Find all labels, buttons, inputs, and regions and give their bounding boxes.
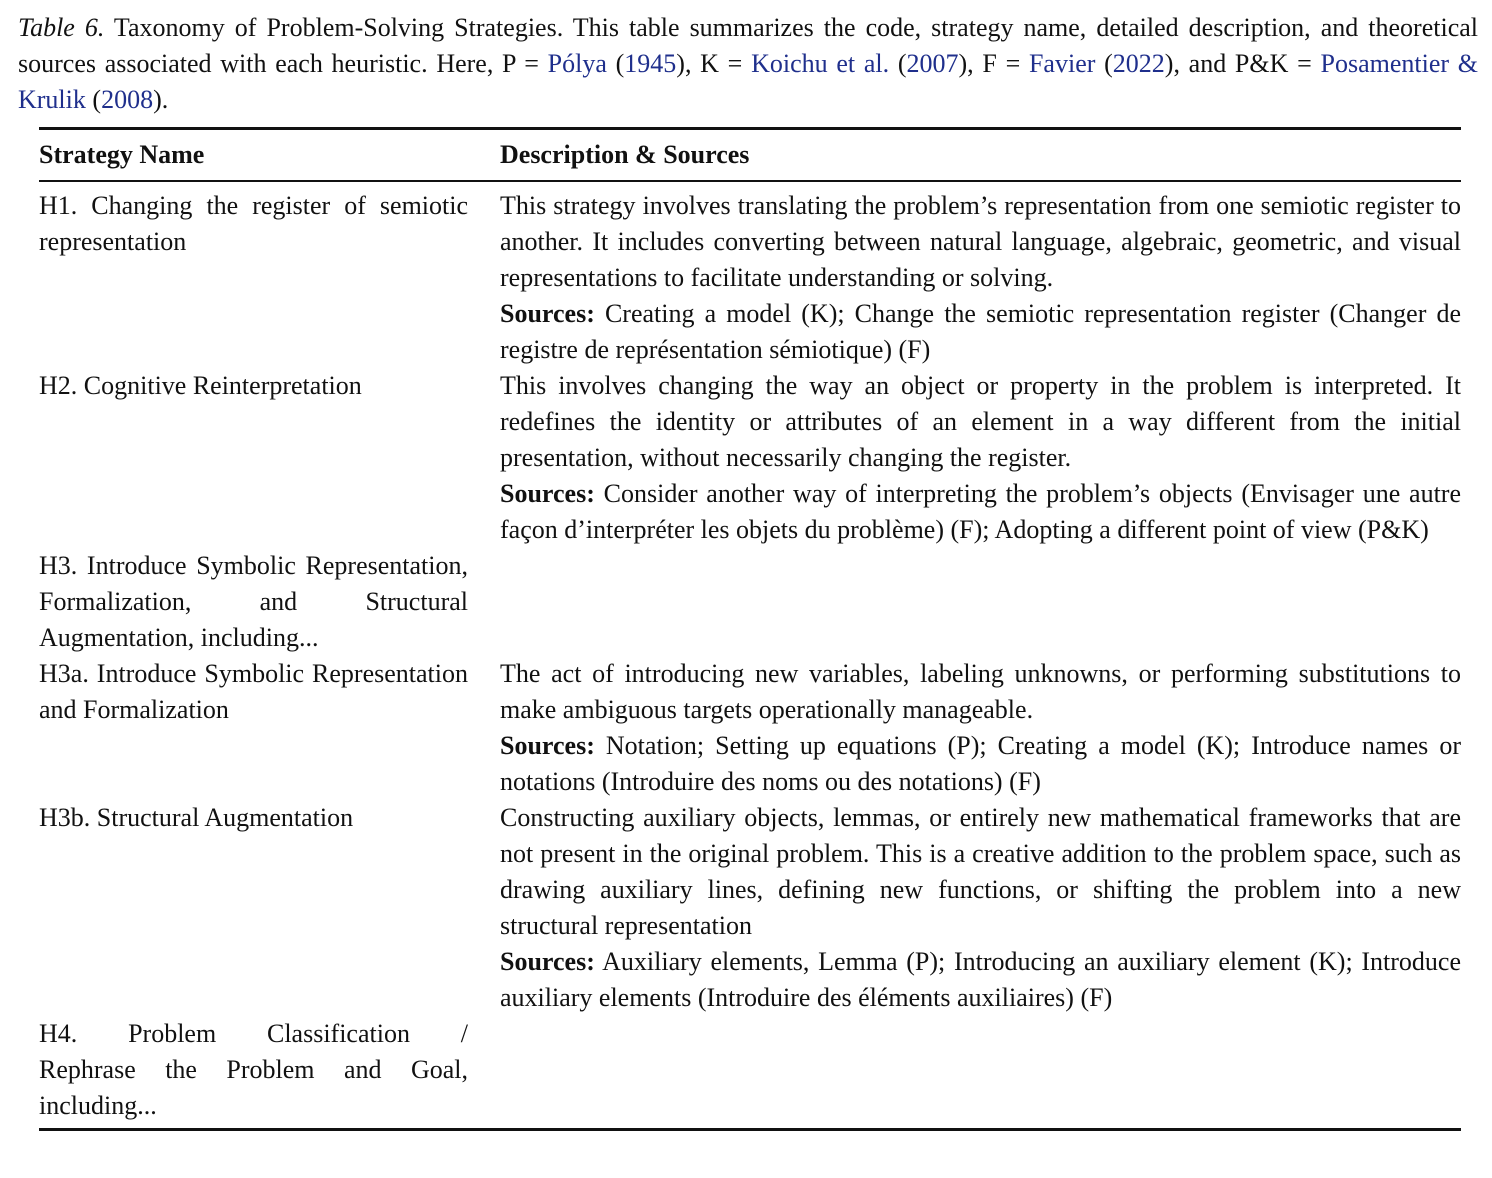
- citation-link-koichu[interactable]: Koichu et al.: [751, 49, 890, 78]
- table-row: [39, 368, 1461, 548]
- strategy-name-line: Rephrase the Problem and Goal,: [39, 1054, 468, 1084]
- table-row: [39, 188, 1461, 368]
- caption-label: Table 6.: [18, 13, 105, 42]
- table-caption: [18, 10, 1478, 118]
- caption-text: Taxonomy of Problem-Solving Strategies. This table summarizes the code, strategy name, detailed description, and theoretical sources associated with each heuristic. Here, P =: [18, 13, 1478, 78]
- strategy-name-cell: [39, 1016, 468, 1124]
- caption-text: (: [606, 49, 625, 78]
- citation-link-favier-year[interactable]: 2022: [1112, 49, 1165, 78]
- strategy-name-cell: H1. Changing the register of semiotic representation: [39, 190, 468, 256]
- caption-text: ), and P&K =: [1164, 49, 1321, 78]
- strategy-table: [39, 127, 1461, 1131]
- sources-text: [500, 476, 1461, 548]
- caption-text: ).: [153, 85, 169, 114]
- sources-text: [500, 728, 1461, 800]
- citation-link-favier[interactable]: Favier: [1028, 49, 1096, 78]
- citation-link-koichu-year[interactable]: 2007: [906, 49, 959, 78]
- caption-text: ), K =: [676, 49, 752, 78]
- description-cell: [500, 548, 1461, 656]
- caption-text: (: [1095, 49, 1113, 78]
- sources-text: [500, 296, 1461, 368]
- description-cell: [500, 1016, 1461, 1124]
- strategy-name-line: including...: [39, 1090, 157, 1120]
- sources-value: Auxiliary elements, Lemma (P); Introducing an auxiliary element (K); Introduce auxiliary elements (Introduire des éléments auxiliaires) (F): [500, 946, 1461, 1012]
- table-bottom-rule: [39, 1128, 1461, 1131]
- citation-link-polya[interactable]: Pólya: [547, 49, 607, 78]
- strategy-name-cell: H3. Introduce Symbolic Representation, Formalization, and Structural Augmentation, including...: [39, 550, 468, 652]
- caption-text: (: [889, 49, 907, 78]
- sources-value: Creating a model (K); Change the semiotic representation register (Changer de registre de représentation sémiotique) (F): [500, 298, 1461, 364]
- strategy-name-cell: H3a. Introduce Symbolic Representation and Formalization: [39, 658, 468, 724]
- table-row: [39, 1016, 1461, 1124]
- table-row: [39, 800, 1461, 1016]
- sources-text: [500, 944, 1461, 1016]
- description-cell: [500, 656, 1461, 800]
- description-text: This involves changing the way an object or property in the problem is interpreted. It redefines the identity or attributes of an element in a way different from the initial presentation, without necessarily changing the register.: [500, 370, 1461, 472]
- strategy-name-line: H4. Problem Classification /: [39, 1018, 468, 1048]
- caption-text: ), F =: [958, 49, 1029, 78]
- header-description-sources: Description & Sources: [500, 140, 750, 169]
- citation-link-polya-year[interactable]: 1945: [624, 49, 677, 78]
- table-body: [39, 182, 1461, 1128]
- table-header-row: [39, 130, 1461, 180]
- description-text: The act of introducing new variables, labeling unknowns, or performing substitutions to make ambiguous targets operationally manageable.: [500, 658, 1461, 724]
- strategy-name-cell: H2. Cognitive Reinterpretation: [39, 370, 362, 400]
- description-cell: [500, 188, 1461, 368]
- sources-label: Sources:: [500, 298, 595, 328]
- caption-text: (: [85, 85, 102, 114]
- header-strategy-name: Strategy Name: [39, 140, 205, 169]
- sources-label: Sources:: [500, 946, 595, 976]
- description-text: This strategy involves translating the problem’s representation from one semiotic register to another. It includes converting between natural language, algebraic, geometric, and visual representations to facilitate understanding or solving.: [500, 190, 1461, 292]
- citation-link-posamentier-year[interactable]: 2008: [101, 85, 154, 114]
- sources-value: Consider another way of interpreting the problem’s objects (Envisager une autre façon d’interpréter les objets du problème) (F); Adopting a different point of view (P&K): [500, 478, 1461, 544]
- strategy-name-cell: H3b. Structural Augmentation: [39, 802, 354, 832]
- description-text: Constructing auxiliary objects, lemmas, or entirely new mathematical frameworks that are not present in the original problem. This is a creative addition to the problem space, such as drawing auxiliary lines, defining new functions, or shifting the problem into a new structural representation: [500, 802, 1461, 940]
- table-row: [39, 548, 1461, 656]
- citation-link-posamentier[interactable]: Posamentier & Krulik: [18, 49, 1478, 114]
- table-row: [39, 656, 1461, 800]
- sources-label: Sources:: [500, 730, 595, 760]
- sources-label: Sources:: [500, 478, 595, 508]
- description-cell: [500, 368, 1461, 548]
- description-cell: [500, 800, 1461, 1016]
- sources-value: Notation; Setting up equations (P); Creating a model (K); Introduce names or notations (Introduire des noms ou des notations) (F): [500, 730, 1461, 796]
